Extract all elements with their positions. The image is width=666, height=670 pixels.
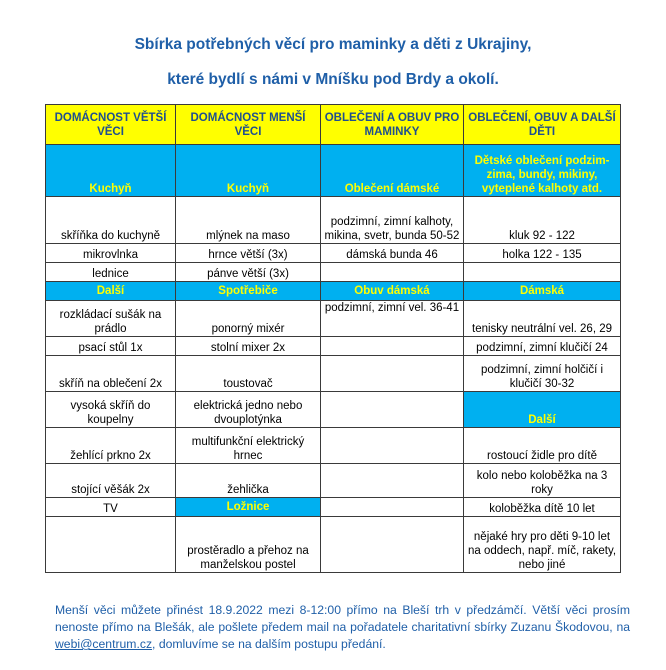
- section-bedroom: Ložnice: [176, 498, 321, 517]
- table-cell: koloběžka dítě 10 let: [464, 498, 621, 517]
- section-kitchen-small: Kuchyň: [176, 145, 321, 197]
- table-cell: kolo nebo koloběžka na 3 roky: [464, 464, 621, 498]
- table-cell: hrnce větší (3x): [176, 244, 321, 263]
- table-cell: rostoucí židle pro dítě: [464, 428, 621, 464]
- table-cell-empty: [321, 517, 464, 573]
- email-link[interactable]: webi@centrum.cz: [55, 637, 153, 651]
- table-cell: podzimní, zimní kalhoty, mikina, svetr, bunda 50-52: [321, 197, 464, 244]
- table-cell: lednice: [46, 263, 176, 282]
- table-cell-empty: [46, 517, 176, 573]
- table-cell-empty: [321, 498, 464, 517]
- table-cell: podzimní, zimní holčičí i klučičí 30-32: [464, 356, 621, 392]
- table-cell: dámská bunda 46: [321, 244, 464, 263]
- table-cell: mikrovlnka: [46, 244, 176, 263]
- table-cell: kluk 92 - 122: [464, 197, 621, 244]
- section-appliances: Spotřebiče: [176, 282, 321, 301]
- footer-note: [55, 602, 630, 653]
- section-womens-clothing: Oblečení dámské: [321, 145, 464, 197]
- page-title-line-2: které bydlí s námi v Mníšku pod Brdy a okolí.: [167, 71, 499, 88]
- table-cell: stojící věšák 2x: [46, 464, 176, 498]
- table-cell-empty: [321, 263, 464, 282]
- header-clothing-children: OBLEČENÍ, OBUV A DALŠÍ DĚTI: [464, 105, 621, 145]
- table-cell: mlýnek na maso: [176, 197, 321, 244]
- table-cell: nějaké hry pro děti 9-10 let na oddech, např. míč, rakety, nebo jiné: [464, 517, 621, 573]
- table-cell: TV: [46, 498, 176, 517]
- table-cell: stolní mixer 2x: [176, 337, 321, 356]
- table-cell: toustovač: [176, 356, 321, 392]
- table-cell: podzimní, zimní klučičí 24: [464, 337, 621, 356]
- table-cell-empty: [321, 464, 464, 498]
- table-cell-empty: [464, 263, 621, 282]
- section-other-kids: Další: [464, 392, 621, 428]
- header-household-large: DOMÁCNOST VĚTŠÍ VĚCI: [46, 105, 176, 145]
- footer-text-end: , domluvíme se na dalším postupu předání.: [152, 637, 386, 651]
- table-cell-empty: [321, 392, 464, 428]
- table-cell: multifunkční elektrický hrnec: [176, 428, 321, 464]
- table-cell: žehlička: [176, 464, 321, 498]
- table-cell: tenisky neutrální vel. 26, 29: [464, 301, 621, 337]
- table-cell: pánve větší (3x): [176, 263, 321, 282]
- header-clothing-mothers: OBLEČENÍ A OBUV PRO MAMINKY: [321, 105, 464, 145]
- table-cell: holka 122 - 135: [464, 244, 621, 263]
- table-cell-empty: [321, 428, 464, 464]
- header-household-small: DOMÁCNOST MENŠÍ VĚCI: [176, 105, 321, 145]
- collection-table: [45, 104, 621, 573]
- table-cell: skříňka do kuchyně: [46, 197, 176, 244]
- section-childrens-clothing: Dětské oblečení podzim-zima, bundy, mikiny, vyteplené kalhoty atd.: [464, 145, 621, 197]
- table-cell-empty: [321, 337, 464, 356]
- section-womens-shoes: Obuv dámská: [321, 282, 464, 301]
- section-other-large: Další: [46, 282, 176, 301]
- section-kitchen-large: Kuchyň: [46, 145, 176, 197]
- section-womens-kids: Dámská: [464, 282, 621, 301]
- footer-text: Menší věci můžete přinést 18.9.2022 mezi 8-12:00 přímo na Bleší trh v předzámčí. Větší věci prosím nenoste přímo na Blešák, ale pošlete předem mail na pořadatele charitativní sbírky Zuzanu Škodovou, na: [55, 603, 630, 634]
- table-cell: vysoká skříň do koupelny: [46, 392, 176, 428]
- table-cell: žehlící prkno 2x: [46, 428, 176, 464]
- table-cell: psací stůl 1x: [46, 337, 176, 356]
- table-cell: ponorný mixér: [176, 301, 321, 337]
- table-cell: prostěradlo a přehoz na manželskou postel: [176, 517, 321, 573]
- page-title-line-1: Sbírka potřebných věcí pro maminky a děti z Ukrajiny,: [134, 36, 532, 53]
- table-cell: skříň na oblečení 2x: [46, 356, 176, 392]
- table-cell: podzimní, zimní vel. 36-41: [321, 301, 464, 337]
- table-cell: rozkládací sušák na prádlo: [46, 301, 176, 337]
- table-cell-empty: [321, 356, 464, 392]
- table-cell: elektrická jedno nebo dvouplotýnka: [176, 392, 321, 428]
